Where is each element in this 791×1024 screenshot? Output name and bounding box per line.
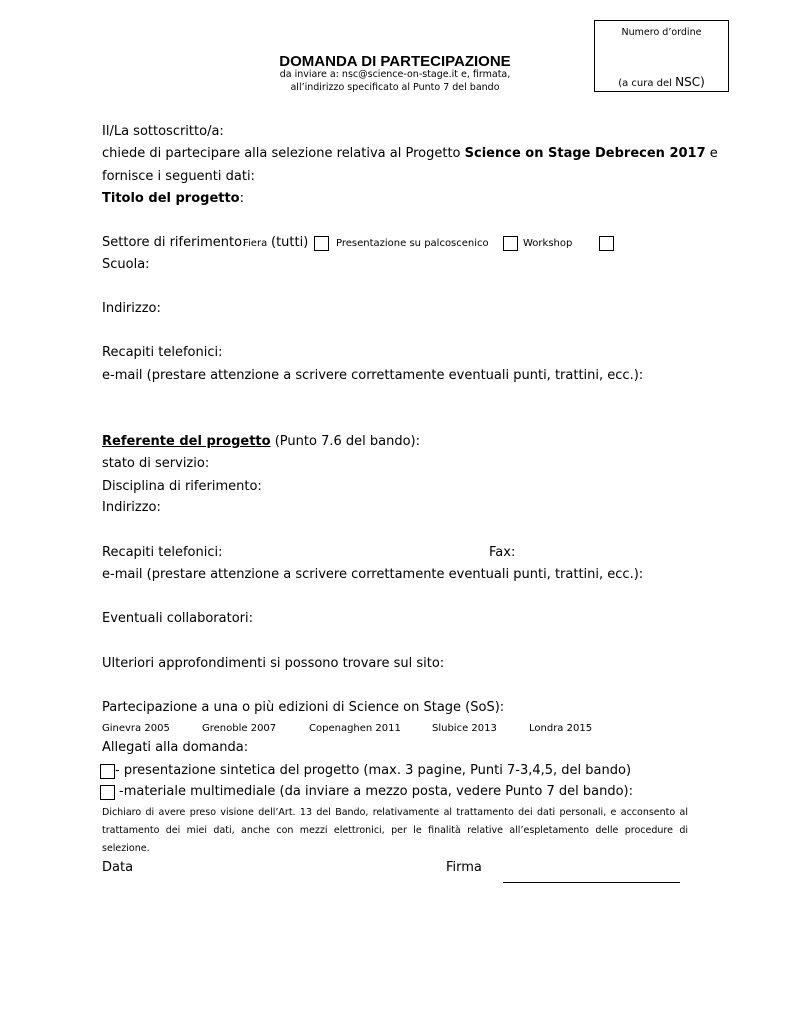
- edition-item: Slubice 2013: [432, 723, 497, 734]
- project-title-colon: :: [239, 191, 245, 206]
- further-info-label: Ulteriori approfondimenti si possono trovare sul sito:: [102, 656, 445, 671]
- editions-label: Partecipazione a una o più edizioni di Science on Stage (SoS):: [102, 700, 505, 715]
- edition-item: Ginevra 2005: [102, 723, 170, 734]
- attachment-multimedia-label: -materiale multimediale (da inviare a mezzo posta, vedere Punto 7 del bando):: [119, 784, 633, 799]
- attachment-summary-label: - presentazione sintetica del progetto (max. 3 pagine, Punti 7-3,4,5, del bando): [115, 763, 632, 778]
- school-phones-label: Recapiti telefonici:: [102, 345, 223, 360]
- school-address-label: Indirizzo:: [102, 301, 161, 316]
- request-suffix: e: [709, 146, 718, 161]
- form-subtitle-line2: all’indirizzo specificato al Punto 7 del bando: [290, 82, 500, 93]
- school-label: Scuola:: [102, 257, 150, 272]
- sector-option-fiera-label: Fiera: [243, 238, 268, 249]
- referent-service-status-label: stato di servizio:: [102, 456, 210, 471]
- undersigned-label: Il/La sottoscritto/a:: [102, 124, 224, 139]
- edition-item: Copenaghen 2011: [309, 723, 401, 734]
- referent-discipline-label: Disciplina di riferimento:: [102, 479, 262, 494]
- edition-item: Londra 2015: [529, 723, 593, 734]
- referent-email-label: e-mail (prestare attenzione a scrivere correttamente eventuali punti, trattini, ecc.):: [102, 567, 644, 582]
- sector-workshop-checkbox[interactable]: [599, 236, 614, 251]
- request-line: [102, 146, 718, 161]
- referent-address-label: Indirizzo:: [102, 500, 161, 515]
- project-name: Science on Stage Debrecen 2017: [464, 146, 706, 161]
- provides-data-label: fornisce i seguenti dati:: [102, 169, 255, 184]
- edition-item: Grenoble 2007: [202, 723, 277, 734]
- sector-label: Settore di riferimento:: [102, 235, 247, 250]
- referent-heading-row: [102, 434, 420, 449]
- order-number-label: Numero d’ordine: [621, 27, 702, 38]
- referent-fax-label: Fax:: [489, 545, 516, 560]
- attachments-label: Allegati alla domanda:: [102, 740, 249, 755]
- signature-label: Firma: [446, 860, 482, 875]
- school-email-label: e-mail (prestare attenzione a scrivere correttamente eventuali punti, trattini, ecc.):: [102, 368, 644, 383]
- sector-stage-checkbox[interactable]: [503, 236, 518, 251]
- referent-heading-note: (Punto 7.6 del bando):: [274, 434, 420, 449]
- date-label: Data: [102, 860, 134, 875]
- referent-heading: Referente del progetto: [102, 434, 271, 449]
- request-prefix: chiede di partecipare alla selezione relativa al Progetto: [102, 146, 461, 161]
- attachment-multimedia-checkbox[interactable]: [100, 785, 115, 800]
- form-subtitle-line1: da inviare a: nsc@science-on-stage.it e, firmata,: [279, 69, 511, 80]
- signature-line: [503, 882, 680, 883]
- sector-option-workshop-label: Workshop: [523, 238, 573, 249]
- sector-fiera-checkbox[interactable]: [314, 236, 329, 251]
- project-title-label: Titolo del progetto: [102, 191, 240, 206]
- referent-phones-label: Recapiti telefonici:: [102, 545, 223, 560]
- order-care-nsc: NSC): [675, 75, 705, 89]
- order-number-note: [595, 75, 728, 89]
- order-number-box: [594, 20, 729, 92]
- attachment-summary-checkbox[interactable]: [100, 764, 115, 779]
- order-care-prefix: (a cura del: [618, 78, 672, 89]
- collaborators-label: Eventuali collaboratori:: [102, 611, 253, 626]
- sector-option-stage-label: Presentazione su palcoscenico: [336, 238, 489, 249]
- privacy-declaration: Dichiaro di avere preso visione dell’Art. 13 del Bando, relativamente al trattamento dei dati personali, e acconsento al trattamento dei miei dati, anche con mezzi elettronici, per le finalità relative all’espletamento delle procedure di selezione.: [102, 807, 688, 854]
- form-title: DOMANDA DI PARTECIPAZIONE: [279, 53, 511, 70]
- sector-option-fiera-extra: (tutti): [271, 235, 309, 250]
- project-title-row: [102, 191, 244, 206]
